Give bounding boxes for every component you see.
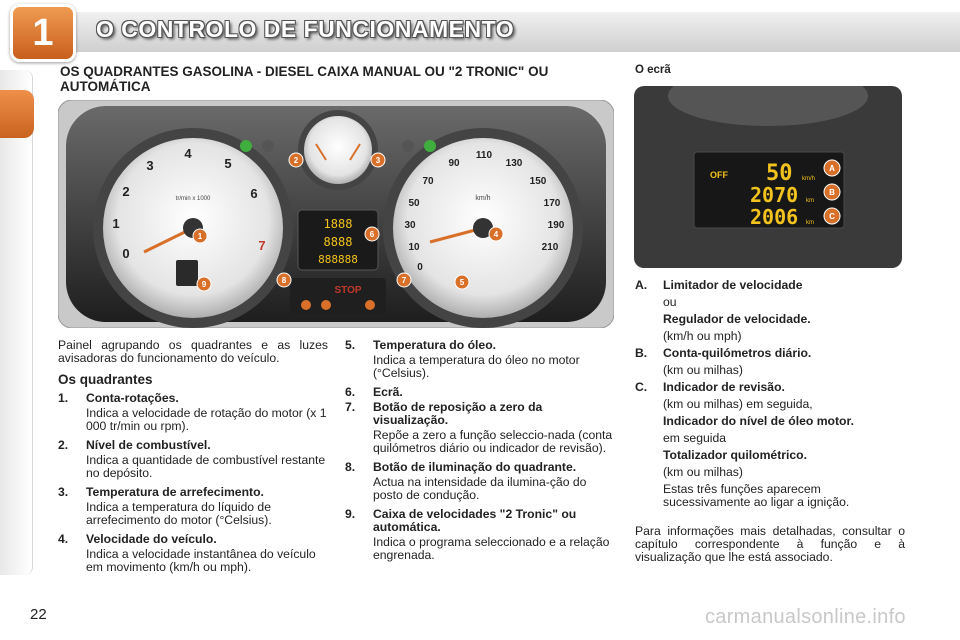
item-description: Indica a temperatura do óleo no motor (°Celsius). [373,353,580,380]
ecra-unit: (km/h ou mph) [663,329,742,343]
display-off-label: OFF [710,170,728,180]
right-column [635,279,905,568]
stop-warning-label: STOP [334,285,362,296]
chapter-badge [10,4,76,62]
tacho-unit: tr/min x 1000 [175,196,211,202]
item-description: Indica o programa seleccionado e a relação engrenada. [373,535,610,562]
list-item [345,386,615,399]
display-callout: B [829,188,835,197]
display-line-speed: 50 [766,161,793,186]
item-title: Temperatura de arrefecimento. [86,485,264,499]
ecra-title: Indicador de revisão. [663,380,785,394]
item-number: 7. [345,400,356,414]
page-number: 22 [30,606,47,623]
item-number: 6. [345,385,356,399]
ecra-unit: (km ou milhas) [663,363,743,377]
page-title: O CONTROLO DE FUNCIONAMENTO [96,16,515,42]
chapter-number: 1 [32,11,54,54]
left-column [58,339,328,580]
list-item [58,439,328,480]
speedo-tick: 50 [408,198,420,209]
ecra-note: Estas três funções aparecem sucessivamente ao ligar a ignição. [663,482,850,509]
ecra-title: Indicador do nível de óleo motor. [663,414,854,428]
ecra-title: Totalizador quilométrico. [663,448,807,462]
item-title: Botão de reposição a zero da visualização. [373,400,543,427]
speedo-tick: 70 [422,176,434,187]
item-description: Indica a velocidade de rotação do motor (x 1 000 tr/min ou rpm). [86,406,327,433]
center-display-line: 1888 [323,217,353,231]
item-title: Caixa de velocidades "2 Tronic" ou automática. [373,507,577,534]
speedo-tick: 150 [529,176,547,187]
item-title: Nível de combustível. [86,438,211,452]
speedo-tick: 0 [417,262,423,273]
item-description: Indica a temperatura do líquido de arrefecimento do motor (°Celsius). [86,500,272,527]
list-item [345,401,615,455]
display-line-service: 2006 [750,205,799,229]
chapter-side-tabs [0,70,33,575]
callout-label: 5 [459,278,465,287]
list-item [345,461,615,502]
display-photo [634,86,902,268]
tacho-tick: 1 [112,216,120,231]
footer-note: Para informações mais detalhadas, consultar o capítulo correspondente à função e à visualização que lhe está associado. [635,524,905,564]
tacho-tick: 0 [122,246,130,261]
callout-label: 9 [201,280,207,289]
callout-label: 3 [375,156,381,165]
item-title: Temperatura do óleo. [373,338,497,352]
callout-label: 1 [197,232,203,241]
speedo-tick: 190 [547,220,565,231]
intro-paragraph: Painel agrupando os quadrantes e as luzes avisadoras do funcionamento do veículo. [58,338,328,365]
ecra-title: Regulador de velocidade. [663,312,811,326]
display-line-trip: 2070 [750,183,799,207]
speedo-tick: 170 [543,198,561,209]
speedo-tick: 210 [541,242,559,253]
item-description: Indica a quantidade de combustível restante no depósito. [86,453,326,480]
callout-label: 7 [401,276,407,285]
ecra-heading: O ecrã [635,64,671,76]
speedo-tick: 130 [505,158,523,169]
list-item [58,533,328,574]
middle-column [345,339,615,568]
ecra-text: em seguida [663,431,727,445]
list-item [58,486,328,527]
ecra-unit: (km ou milhas) em seguida, [663,397,813,411]
item-description: Actua na intensidade da ilumina-ção do posto de condução. [373,475,587,502]
display-callout: A [829,164,835,173]
ecra-title: Conta-quilómetros diário. [663,346,812,360]
tacho-tick: 6 [250,186,258,201]
item-number: 2. [58,438,69,452]
speedo-tick: 10 [408,242,420,253]
item-number: 3. [58,485,69,499]
center-display-line: 888888 [318,253,358,266]
item-title: Conta-rotações. [86,391,179,405]
ecra-letter: C. [635,380,648,394]
ecra-title: Limitador de velocidade [663,278,803,292]
item-title: Botão de iluminação do quadrante. [373,460,577,474]
callout-label: 2 [293,156,299,165]
callout-label: 6 [369,230,375,239]
display-unit: km [806,198,814,204]
tacho-tick: 5 [224,156,232,171]
section-heading: OS QUADRANTES GASOLINA - DIESEL CAIXA MANUAL OU "2 TRONIC" OU AUTOMÁTICA [60,64,549,94]
display-callout: C [829,212,835,221]
item-number: 5. [345,338,356,352]
instrument-cluster-photo [58,100,614,328]
speedo-tick: 30 [404,220,416,231]
ecra-letter: B. [635,346,648,360]
ecra-text: ou [663,295,677,309]
list-item [345,339,615,380]
watermark: carmanualsonline.info [705,606,906,628]
speedo-unit: km/h [475,195,491,202]
center-display-line: 8888 [323,235,353,249]
display-unit: km [806,220,814,226]
callout-label: 8 [281,276,287,285]
item-description: Indica a velocidade instantânea do veículo em movimento (km/h ou mph). [86,547,316,574]
tacho-tick: 4 [184,146,192,161]
speedo-tick: 90 [448,158,460,169]
list-item [345,508,615,562]
item-number: 8. [345,460,356,474]
ecra-unit: (km ou milhas) [663,465,743,479]
tacho-tick: 2 [122,184,130,199]
item-title: Ecrã. [373,385,403,399]
tacho-tick: 7 [258,238,266,253]
active-chapter-tab [0,90,34,138]
speedo-tick: 110 [475,150,493,161]
quadrantes-heading: Os quadrantes [58,372,153,387]
list-item [58,392,328,433]
item-number: 9. [345,507,356,521]
display-unit: km/h [802,176,816,182]
page-header [0,0,960,58]
item-description: Repõe a zero a função seleccio-nada (conta quilómetros diário ou indicador de revisão). [373,428,613,455]
item-title: Velocidade do veículo. [86,532,217,546]
callout-label: 4 [493,230,499,239]
ecra-letter: A. [635,278,648,292]
tacho-tick: 3 [146,158,154,173]
item-number: 1. [58,391,69,405]
item-number: 4. [58,532,69,546]
